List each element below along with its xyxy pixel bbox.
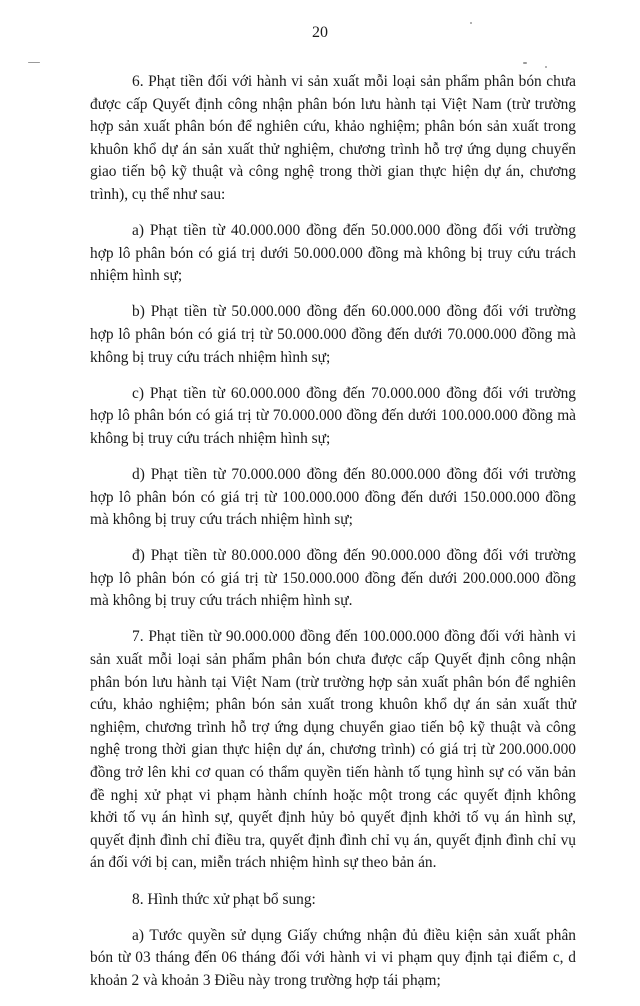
page-number: 20 xyxy=(312,24,328,41)
paragraph-6dd: đ) Phạt tiền từ 80.000.000 đồng đến 90.000.000 đồng đối với trường hợp lô phân bón có giá trị từ 150.000.000 đồng đến dưới 200.000.000 đồng mà không bị truy cứu trách nhiệm hình sự. xyxy=(90,547,576,610)
paragraph-7: 7. Phạt tiền từ 90.000.000 đồng đến 100.000.000 đồng đối với hành vi sản xuất mỗi loại sản phẩm phân bón chưa được cấp Quyết định công nhận phân bón lưu hành tại Việt Nam (trừ trường hợp sản xuất phân bón để nghiên cứu, khảo nghiệm; phân bón sản xuất trong khuôn khổ dự án sản xuất thử nghiệm, chương trình hỗ trợ ứng dụng chuyển giao tiến bộ kỹ thuật và công nghệ trong thời gian thực hiện dự án, chương trình) có giá trị từ 200.000.000 đồng trở lên khi cơ quan có thẩm quyền tiến hành tố tụng hình sự có văn bản đề nghị xử phạt vi phạm hành chính hoặc một trong các quyết định không khởi tố vụ án hình sự, quyết định hủy bỏ quyết định khởi tố vụ án hình sự, quyết định đình chỉ điều tra, quyết định đình chỉ vụ án, quyết định đình chỉ vụ án đối với bị can, miễn trách nhiệm hình sự theo bản án. xyxy=(90,628,576,872)
paragraph-6d: d) Phạt tiền từ 70.000.000 đồng đến 80.000.000 đồng đối với trường hợp lô phân bón có giá trị từ 100.000.000 đồng đến dưới 150.000.000 đồng mà không bị truy cứu trách nhiệm hình sự; xyxy=(90,465,576,529)
document-body xyxy=(90,71,576,1006)
paragraph-6b: b) Phạt tiền từ 50.000.000 đồng đến 60.000.000 đồng đối với trường hợp lô phân bón có giá trị từ 50.000.000 đồng đến dưới 70.000.000 đồng mà không bị truy cứu trách nhiệm hình sự; xyxy=(90,303,576,366)
scan-speck xyxy=(523,62,527,64)
paragraph-6c: c) Phạt tiền từ 60.000.000 đồng đến 70.000.000 đồng đối với trường hợp lô phân bón có giá trị từ 70.000.000 đồng đến dưới 100.000.000 đồng mà không bị truy cứu trách nhiệm hình sự; xyxy=(90,384,576,447)
scan-speck xyxy=(545,66,547,68)
paragraph-8: 8. Hình thức xử phạt bổ sung: xyxy=(132,890,316,908)
scan-speck xyxy=(470,22,472,24)
paragraph-6a: a) Phạt tiền từ 40.000.000 đồng đến 50.000.000 đồng đối với trường hợp lô phân bón có giá trị dưới 50.000.000 đồng mà không bị truy cứu trách nhiệm hình sự; xyxy=(90,222,576,285)
paragraph-6: 6. Phạt tiền đối với hành vi sản xuất mỗi loại sản phẩm phân bón chưa được cấp Quyết định công nhận phân bón lưu hành tại Việt Nam (trừ trường hợp sản xuất phân bón để nghiên cứu, khảo nghiệm; phân bón sản xuất trong khuôn khổ dự án sản xuất thử nghiệm, chương trình hỗ trợ ứng dụng chuyển giao tiến bộ kỹ thuật và công nghệ trong thời gian thực hiện dự án, chương trình), cụ thể như sau: xyxy=(90,73,576,203)
paragraph-8a: a) Tước quyền sử dụng Giấy chứng nhận đủ điều kiện sản xuất phân bón từ 03 tháng đến 06 tháng đối với hành vi vi phạm quy định tại điểm c, d khoản 2 và khoản 3 Điều này trong trường hợp tái phạm; xyxy=(90,926,576,989)
scan-speck xyxy=(28,62,40,63)
